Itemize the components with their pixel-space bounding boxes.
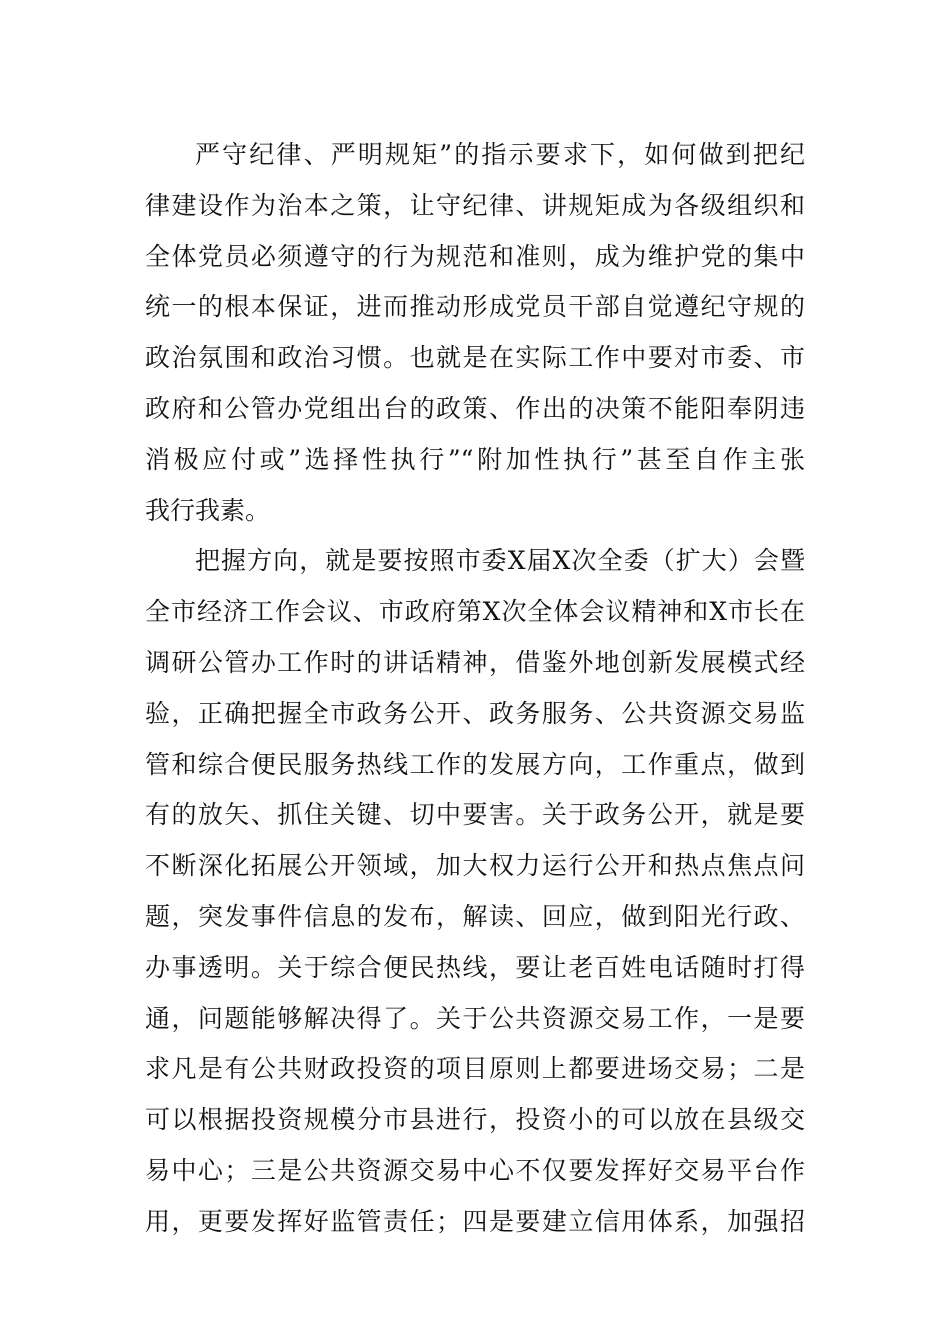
text-line: 全体党员必须遵守的行为规范和准则，成为维护党的集中: [145, 241, 805, 271]
text-line: 政府和公管办党组出台的政策、作出的决策不能阳奉阴违: [145, 393, 805, 423]
text-line: 题，突发事件信息的发布，解读、回应，做到阳光行政、: [145, 901, 805, 931]
text-line: 有的放矢、抓住关键、切中要害。关于政务公开，就是要: [145, 800, 805, 830]
text-line: 通，问题能够解决得了。关于公共资源交易工作，一是要: [145, 1003, 805, 1033]
text-line: 可以根据投资规模分市县进行，投资小的可以放在县级交: [145, 1105, 805, 1135]
text-line: 调研公管办工作时的讲话精神，借鉴外地创新发展模式经: [145, 647, 805, 677]
text-line: 管和综合便民服务热线工作的发展方向，工作重点，做到: [145, 749, 805, 779]
text-line: 全市经济工作会议、市政府第X次全体会议精神和X市长在: [145, 597, 805, 627]
text-line: 律建设作为治本之策，让守纪律、讲规矩成为各级组织和: [145, 190, 805, 220]
text-line: 办事透明。关于综合便民热线，要让老百姓电话随时打得: [145, 952, 805, 982]
text-line: 求凡是有公共财政投资的项目原则上都要进场交易；二是: [145, 1054, 805, 1084]
text-line: 政治氛围和政治习惯。也就是在实际工作中要对市委、市: [145, 343, 805, 373]
text-line: 验，正确把握全市政务公开、政务服务、公共资源交易监: [145, 698, 805, 728]
text-line: 消极应付或”选择性执行”“附加性执行”甚至自作主张: [145, 444, 805, 474]
body-text: [145, 130, 805, 1248]
paragraph-2: [145, 536, 805, 1247]
paragraph-1: [145, 130, 805, 536]
text-line: 易中心；三是公共资源交易中心不仅要发挥好交易平台作: [145, 1155, 805, 1185]
text-line: 不断深化拓展公开领域，加大权力运行公开和热点焦点问: [145, 851, 805, 881]
text-line: 把握方向，就是要按照市委X届X次全委（扩大）会暨: [195, 546, 805, 576]
text-line: 严守纪律、严明规矩”的指示要求下，如何做到把纪: [195, 140, 805, 169]
text-line: 我行我素。: [145, 495, 271, 525]
text-line: 用，更要发挥好监管责任；四是要建立信用体系，加强招: [145, 1206, 805, 1236]
text-line: 统一的根本保证，进而推动形成党员干部自觉遵纪守规的: [145, 292, 805, 322]
